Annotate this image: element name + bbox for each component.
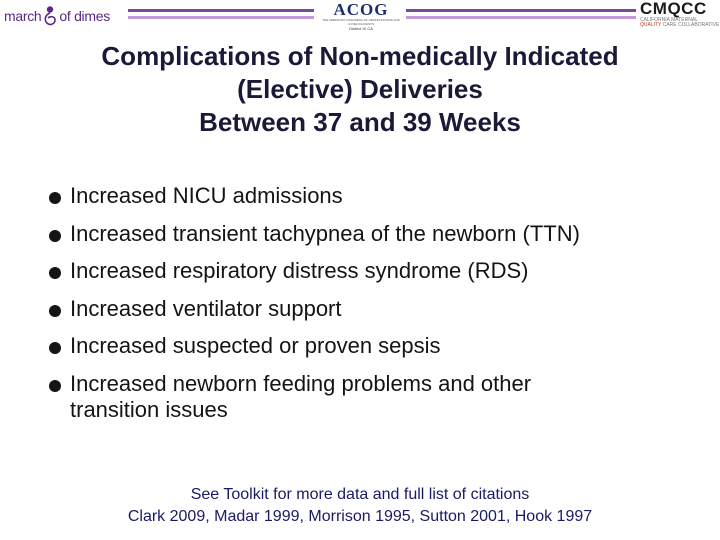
acog-district: District IX CA: [349, 26, 373, 31]
cmqcc-line2-rest: CARE COLLABORATIVE: [661, 22, 720, 28]
logo-word-march: march: [4, 8, 42, 24]
bullet-dot-icon: [49, 230, 61, 242]
bullet-text: Increased transient tachypnea of the newborn (TTN): [70, 220, 580, 246]
bullet-item: [48, 333, 708, 359]
cmqcc-title: CMQCC: [640, 0, 707, 18]
bullet-item: [48, 221, 708, 247]
slide-header: [0, 0, 720, 32]
bullet-text: Increased respiratory distress syndrome (RDS): [70, 258, 529, 284]
title-line-1: Complications of Non-medically Indicated: [101, 41, 619, 71]
header-band: [406, 9, 636, 12]
bullet-dot-icon: [49, 192, 61, 204]
bullet-dot-icon: [49, 342, 61, 354]
acog-tagline: THE AMERICAN CONGRESS OF OBSTETRICIANS AND GYNECOLOGISTS: [322, 18, 400, 26]
acog-logo: [322, 1, 400, 31]
logo-word-dimes: of dimes: [59, 8, 110, 24]
header-band: [128, 9, 314, 12]
cmqcc-logo: [640, 0, 720, 28]
bullet-dot-icon: [49, 380, 61, 392]
footnote-line-2: Clark 2009, Madar 1999, Morrison 1995, Sutton 2001, Hook 1997: [127, 508, 593, 525]
bullet-continuation: transition issues: [70, 396, 228, 422]
bullet-item: [48, 258, 708, 284]
bullet-text: Increased NICU admissions: [70, 183, 343, 208]
header-band: [406, 16, 636, 19]
march-of-dimes-logo: [4, 2, 110, 30]
bullet-item: [48, 296, 708, 322]
bullet-dot-icon: [49, 267, 61, 279]
bullet-item: [48, 371, 708, 423]
cmqcc-line2: [640, 23, 720, 28]
slide-title: [10, 40, 710, 139]
cmqcc-line1: CALIFORNIA MATERNAL: [640, 17, 698, 23]
bullet-dot-icon: [49, 305, 61, 317]
citations-footnote: [10, 484, 710, 528]
title-line-2: (Elective) Deliveries: [237, 74, 483, 104]
footnote-line-1: See Toolkit for more data and full list of citations: [190, 486, 530, 503]
title-line-3: Between 37 and 39 Weeks: [199, 107, 521, 137]
bullet-text: Increased suspected or proven sepsis: [70, 333, 441, 359]
bullet-text: Increased ventilator support: [70, 295, 342, 321]
bullet-text: Increased newborn feeding problems and other: [70, 370, 532, 396]
cmqcc-line2-accent: QUALITY: [640, 22, 662, 28]
acog-title: ACOG: [333, 0, 389, 19]
bullet-item: [48, 183, 708, 209]
complications-list: [48, 183, 708, 435]
header-band: [128, 16, 314, 19]
baby-six-icon: [42, 5, 58, 27]
